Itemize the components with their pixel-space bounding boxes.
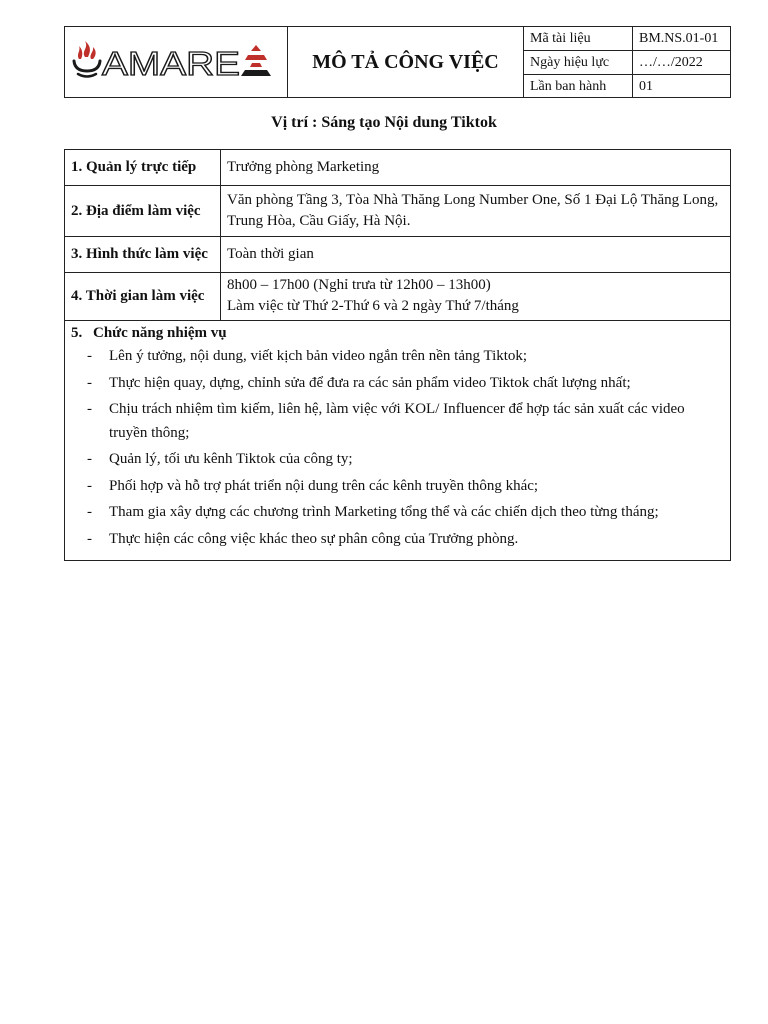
- dash-bullet: -: [87, 348, 92, 364]
- duties-number: 5.: [71, 325, 83, 341]
- detail-line: Văn phòng Tầng 3, Tòa Nhà Thăng Long Number One, Số 1 Đại Lộ Thăng Long, Trung Hòa, Cầu Giấy, Hà Nội.: [227, 191, 719, 229]
- dash-bullet: -: [87, 451, 92, 467]
- meta-label: Lần ban hành: [524, 75, 633, 99]
- detail-row: [65, 186, 731, 237]
- meta-row: [524, 75, 730, 99]
- detail-row: [65, 237, 731, 273]
- meta-row: [524, 51, 730, 75]
- company-logo-cell: [65, 27, 288, 97]
- detail-line: Toàn thời gian: [227, 245, 314, 262]
- detail-line: Trưởng phòng Marketing: [227, 158, 380, 175]
- meta-value: 01: [639, 78, 653, 94]
- duty-item: [87, 501, 722, 525]
- position-title: Vị trí : Sáng tạo Nội dung Tiktok: [271, 114, 497, 131]
- duties-row: [65, 321, 731, 561]
- meta-row: [524, 27, 730, 51]
- duty-item: [87, 448, 722, 472]
- duty-item: [87, 475, 722, 499]
- duty-text: Thực hiện các công việc khác theo sự phân công của Trưởng phòng.: [109, 530, 519, 547]
- document-meta-table: [524, 27, 730, 98]
- flame-icon: [74, 41, 100, 77]
- duties-section: [65, 321, 731, 561]
- dash-bullet: -: [87, 530, 92, 547]
- detail-value: [221, 273, 731, 321]
- detail-label: 3. Hình thức làm việc: [65, 237, 221, 273]
- detail-row: [65, 273, 731, 321]
- detail-label: 2. Địa điểm làm việc: [65, 186, 221, 237]
- meta-label: Mã tài liệu: [524, 27, 633, 51]
- amare-logo: [71, 37, 281, 87]
- duty-text: Tham gia xây dựng các chương trình Marketing tổng thể và các chiến dịch theo từng tháng;: [109, 504, 659, 520]
- meta-value: BM.NS.01-01: [633, 27, 731, 51]
- duty-text: Phối hợp và hỗ trợ phát triển nội dung trên các kênh truyền thông khác;: [109, 477, 539, 494]
- detail-row: [65, 150, 731, 186]
- document-title: MÔ TẢ CÔNG VIỆC: [288, 27, 524, 97]
- duty-item: [87, 372, 722, 396]
- duty-text: Lên ý tưởng, nội dung, viết kịch bản video ngắn trên nền tảng Tiktok;: [109, 348, 528, 364]
- duty-item: [87, 528, 722, 552]
- duties-heading: [71, 323, 722, 343]
- duty-item: [87, 398, 722, 445]
- detail-label: 1. Quản lý trực tiếp: [65, 150, 221, 186]
- document-header: [64, 26, 731, 98]
- logo-wordmark: AMARE: [102, 45, 240, 82]
- meta-label: Ngày hiệu lực: [524, 51, 633, 75]
- detail-line: 8h00 – 17h00 (Nghỉ trưa từ 12h00 – 13h00): [227, 277, 491, 293]
- detail-line: Làm việc từ Thứ 2-Thứ 6 và 2 ngày Thứ 7/tháng: [227, 298, 519, 314]
- job-details-table: [64, 149, 731, 561]
- duty-text: Chịu trách nhiệm tìm kiếm, liên hệ, làm việc với KOL/ Influencer để hợp tác sản xuất các video truyền thông;: [109, 401, 685, 441]
- dash-bullet: -: [87, 401, 92, 417]
- pagoda-icon: [241, 45, 271, 76]
- duty-list: [71, 345, 722, 551]
- dash-bullet: -: [87, 504, 92, 520]
- detail-value: [221, 186, 731, 237]
- detail-label: 4. Thời gian làm việc: [65, 273, 221, 321]
- detail-value: [221, 237, 731, 273]
- dash-bullet: -: [87, 374, 92, 391]
- dash-bullet: -: [87, 477, 92, 494]
- meta-value: …/…/2022: [633, 51, 731, 75]
- duty-text: Quản lý, tối ưu kênh Tiktok của công ty;: [109, 451, 353, 467]
- duty-text: Thực hiện quay, dựng, chỉnh sửa để đưa ra các sản phẩm video Tiktok chất lượng nhất;: [109, 374, 631, 391]
- duty-item: [87, 345, 722, 369]
- detail-value: [221, 150, 731, 186]
- duties-heading-text: Chức năng nhiệm vụ: [93, 325, 227, 341]
